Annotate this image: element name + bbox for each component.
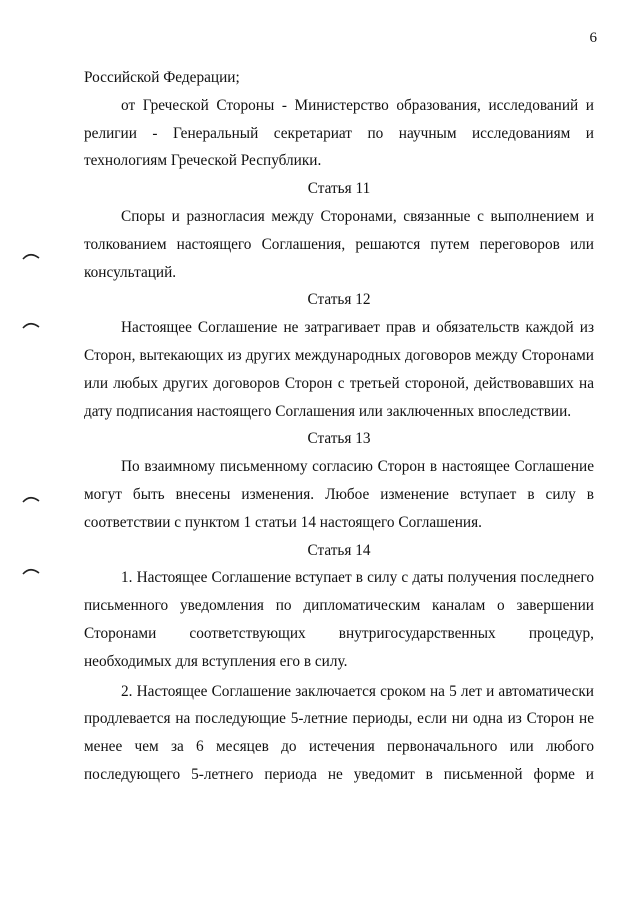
article-13-title: Статья 13 — [307, 430, 371, 448]
article-14-title: Статья 14 — [307, 541, 371, 559]
margin-mark — [22, 566, 40, 576]
intro-line: Российской Федерации; — [84, 69, 240, 86]
article-12-title: Статья 12 — [307, 291, 371, 309]
document-body — [84, 64, 594, 789]
article-14-paragraph-1: 1. Настоящее Соглашение вступает в силу с даты получения последнего письменного уведомления по дипломатическим каналам о завершении Сторонами соответствующих внутригосударственных процедур, необходимых для вступления его в силу. — [84, 569, 594, 670]
article-12-text: Настоящее Соглашение не затрагивает прав и обязательств каждой из Сторон, вытекающих из других международных договоров между Сторонами или любых других договоров Сторон с третьей стороной, действовавших на дату подписания настоящего Соглашения или заключенных впоследствии. — [84, 319, 594, 420]
page-number: 6 — [589, 30, 597, 46]
margin-mark — [22, 251, 40, 261]
article-11-text: Споры и разногласия между Сторонами, связанные с выполнением и толкованием настоящего Соглашения, решаются путем переговоров или консультаций. — [84, 207, 594, 281]
intro-paragraph: от Греческой Стороны - Министерство образования, исследований и религии - Генеральный секретариат по научным исследованиям и технологиям Греческой Республики. — [84, 96, 594, 170]
article-11-title: Статья 11 — [307, 180, 371, 198]
article-13-text: По взаимному письменному согласию Сторон в настоящее Соглашение могут быть внесены изменения. Любое изменение вступает в силу в соответствии с пунктом 1 статьи 14 настоящего Соглашения. — [84, 458, 594, 531]
article-14-paragraph-2: 2. Настоящее Соглашение заключается сроком на 5 лет и автоматически продлевается на последующие 5-летние периоды, если ни одна из Сторон не менее чем за 6 месяцев до истечения первоначального или любого последующего 5-летнего периода не уведомит в письменной форме и — [84, 682, 594, 783]
margin-mark — [22, 494, 40, 504]
margin-mark — [22, 320, 40, 330]
